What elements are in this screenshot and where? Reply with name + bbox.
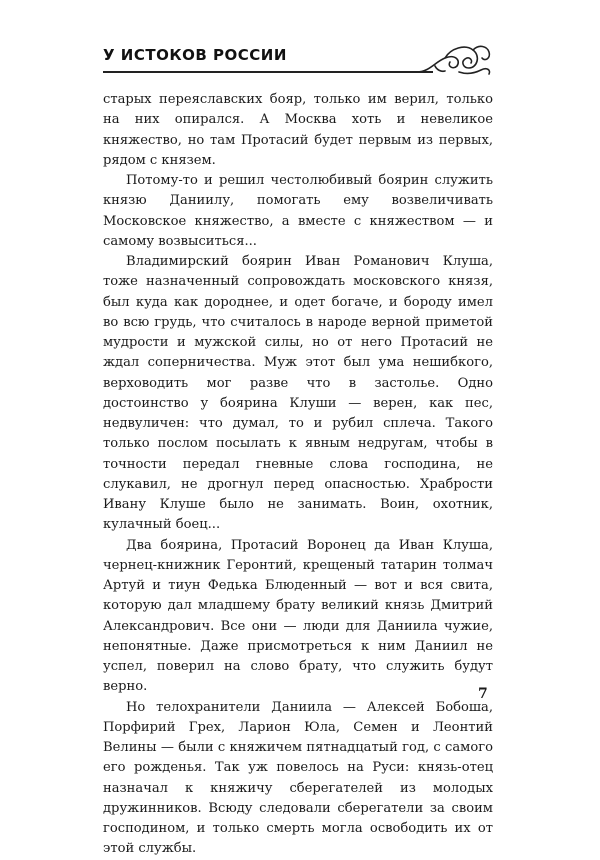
paragraph: старых переяславских бояр, только им верил, только на них опирался. А Москва хоть и невеликое княжество, но там Протасий будет первым из первых, рядом с князем. — [103, 92, 493, 168]
running-header — [103, 40, 493, 80]
paragraph: Два боярина, Протасий Воронец да Иван Клуша, чернец-книжник Геронтий, крещеный татарин толмач Артуй и тиун Федька Блюденный — вот и вся свита, которую дал младшему брату великий князь Дмитрий Александрович. Все они — люди для Даниила чужие, непонятные. Даже присмотреться к ним Даниил не успел, поверил на слово брату, что служить будут верно. — [103, 537, 493, 695]
scroll-ornament-icon — [415, 40, 495, 80]
running-title: У ИСТОКОВ РОССИИ — [103, 46, 287, 64]
paragraph: Но телохранители Даниила — Алексей Бобоша, Порфирий Грех, Ларион Юла, Семен и Леонтий Велины — были с княжичем пятнадцатый год, с самого его рожденья. Так уж повелось на Руси: князь-отец назначал к княжичу сберегателей из молодых дружинников. Всюду следовали сберегатели за своим господином, и только смерть могла освободить их от этой службы. — [103, 699, 493, 857]
header-rule — [103, 71, 433, 73]
page-number: 7 — [478, 686, 488, 702]
paragraph: Владимирский боярин Иван Романович Клуша, тоже назначенный сопровождать московского князя, был куда как дороднее, и одет богаче, и бороду имел во всю грудь, что считалось в народе верной приметой мудрости и мужской силы, но от него Протасий не ждал соперничества. Муж этот был ума нешибкого, верховодить мог разве что в застолье. Одно достоинство у боярина Клуши — верен, как пес, недвуличен: что думал, то и рубил сплеча. Такого только послом посылать к явным недругам, чтобы в точности передал гневные слова господина, не слукавил, не дрогнул перед опасностью. Храбрости Ивану Клуше было не занимать. Воин, охотник, кулачный боец... — [103, 254, 493, 533]
paragraph: Потому-то и решил честолюбивый боярин служить князю Даниилу, помогать ему возвеличивать Московское княжество, а вместе с княжеством — и самому возвыситься... — [103, 173, 493, 249]
page-body — [103, 90, 493, 860]
